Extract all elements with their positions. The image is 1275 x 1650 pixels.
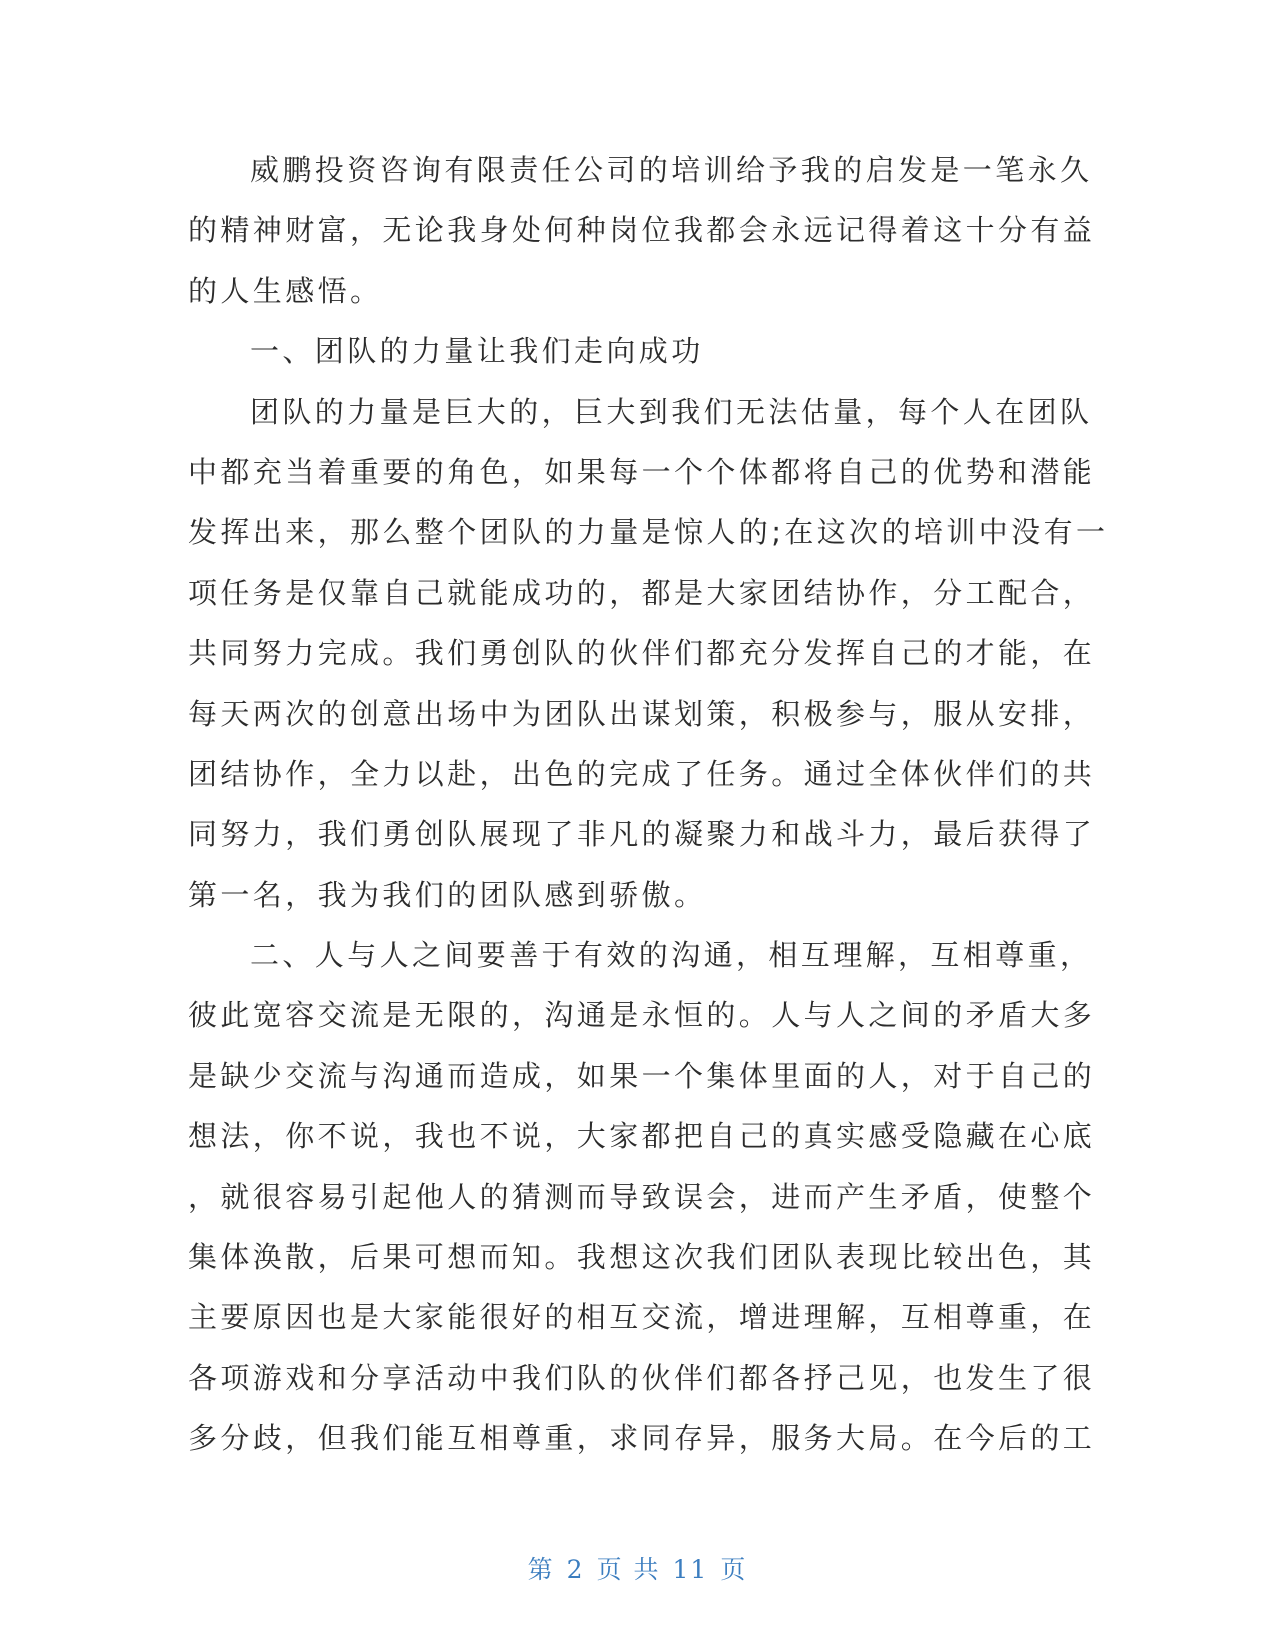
text-line: 团队的力量是巨大的，巨大到我们无法估量，每个人在团队 xyxy=(250,394,1093,429)
footer-middle: 页 共 xyxy=(596,1555,661,1584)
text-line: 同努力，我们勇创队展现了非凡的凝聚力和战斗力，最后获得了 xyxy=(188,817,1096,852)
text-line: 项任务是仅靠自己就能成功的，都是大家团结协作，分工配合， xyxy=(188,575,1096,610)
text-line: 中都充当着重要的角色，如果每一个个体都将自己的优势和潜能 xyxy=(188,454,1096,489)
text-line: 团结协作，全力以赴，出色的完成了任务。通过全体伙伴们的共 xyxy=(188,756,1096,791)
text-line: 共同努力完成。我们勇创队的伙伴们都充分发挥自己的才能，在 xyxy=(188,636,1096,671)
text-line: 集体涣散，后果可想而知。我想这次我们团队表现比较出色，其 xyxy=(188,1240,1096,1275)
current-page-number: 2 xyxy=(566,1555,585,1584)
text-line: 发挥出来，那么整个团队的力量是惊人的;在这次的培训中没有一 xyxy=(188,515,1109,550)
text-line: 主要原因也是大家能很好的相互交流，增进理解，互相尊重，在 xyxy=(188,1300,1096,1335)
text-line: 各项游戏和分享活动中我们队的伙伴们都各抒己见，也发生了很 xyxy=(188,1360,1096,1395)
section-heading: 二、人与人之间要善于有效的沟通，相互理解，互相尊重， xyxy=(250,938,1093,973)
text-line: 每天两次的创意出场中为团队出谋划策，积极参与，服从安排， xyxy=(188,696,1096,731)
text-line: 多分歧，但我们能互相尊重，求同存异，服务大局。在今后的工 xyxy=(188,1421,1096,1456)
text-line: ，就很容易引起他人的猜测而导致误会，进而产生矛盾，使整个 xyxy=(188,1179,1096,1214)
text-line: 的人生感悟。 xyxy=(188,273,383,308)
total-pages-number: 11 xyxy=(672,1555,709,1584)
text-line: 威鹏投资咨询有限责任公司的培训给予我的启发是一笔永久 xyxy=(250,153,1093,187)
text-line: 是缺少交流与沟通而造成，如果一个集体里面的人，对于自己的 xyxy=(188,1058,1096,1093)
footer-prefix: 第 xyxy=(527,1555,555,1584)
text-line: 想法，你不说，我也不说，大家都把自己的真实感受隐藏在心底 xyxy=(188,1119,1096,1154)
page-footer xyxy=(0,1550,1275,1586)
section-heading: 一、团队的力量让我们走向成功 xyxy=(250,334,704,369)
text-line: 第一名，我为我们的团队感到骄傲。 xyxy=(188,877,707,912)
document-body xyxy=(188,140,1109,1469)
footer-suffix: 页 xyxy=(720,1555,748,1584)
text-line: 的精神财富，无论我身处何种岗位我都会永远记得着这十分有益 xyxy=(188,213,1096,248)
text-line: 彼此宽容交流是无限的，沟通是永恒的。人与人之间的矛盾大多 xyxy=(188,998,1096,1033)
